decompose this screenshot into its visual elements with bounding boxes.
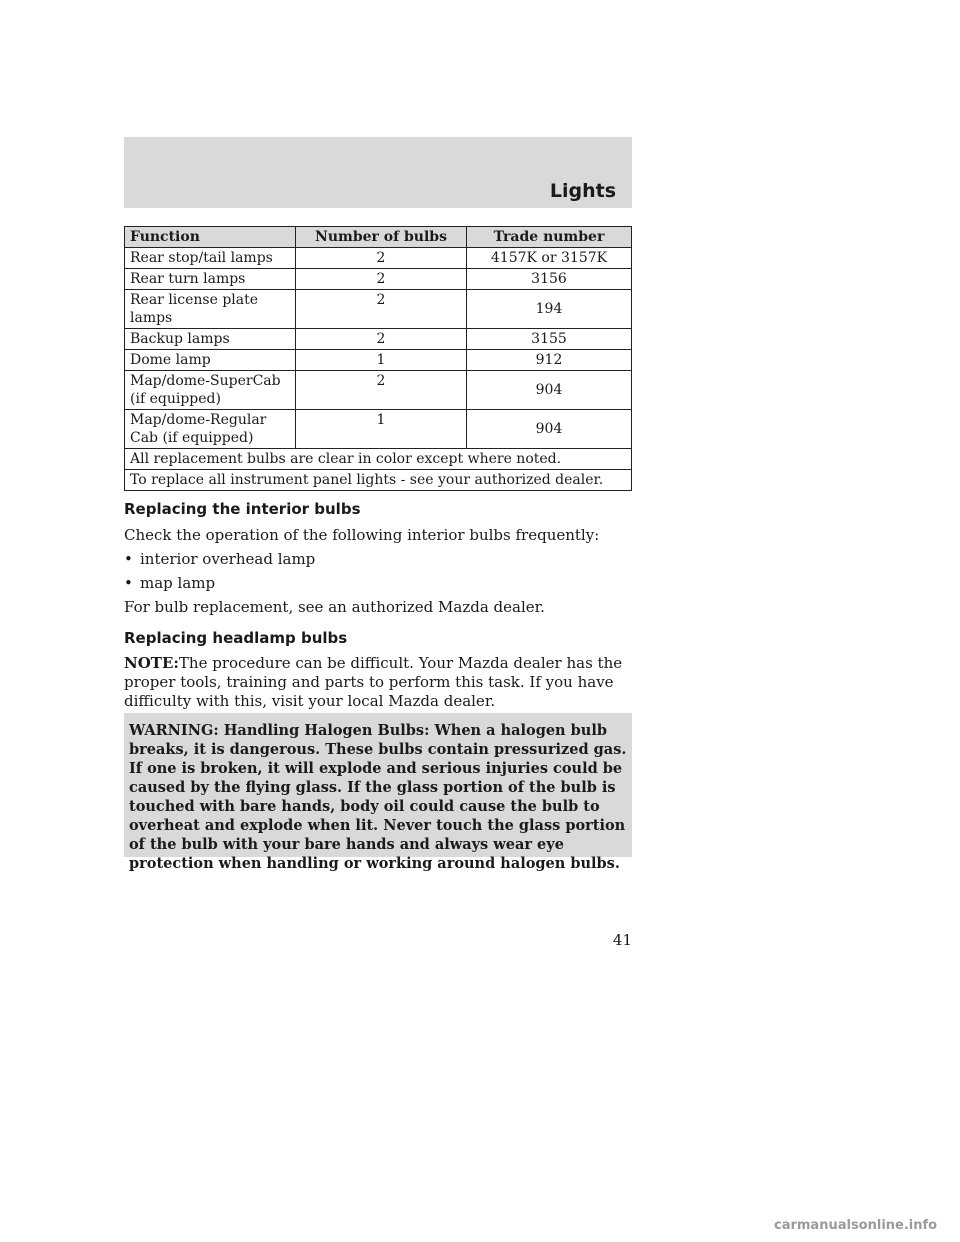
table-note-row [125,449,632,470]
warning-text: WARNING: Handling Halogen Bulbs: When a halogen bulb breaks, it is dangerous. These bulbs contain pressurized gas. If one is broken, it will explode and serious injuries could be caused by the flying glass. If the glass portion of the bulb is touched with bare hands, body oil could cause the bulb to overheat and explode when lit. Never touch the glass portion of the bulb with your bare hands and always wear eye protection when handling or working around halogen bulbs. [129,722,627,872]
column-header-number-of-bulbs: Number of bulbs [296,227,467,248]
table-row [125,329,632,350]
note-text: The procedure can be difficult. Your Mazda dealer has the proper tools, training and parts to perform this task. If you have difficulty with this, visit your local Mazda dealer. [124,654,623,710]
cell-count: 2 [296,290,467,329]
cell-function: Backup lamps [125,329,296,350]
table-header-row [125,227,632,248]
column-header-function: Function [125,227,296,248]
table-row [125,269,632,290]
table-row [125,248,632,269]
section-header [124,137,632,208]
cell-trade: 912 [467,350,632,371]
cell-trade: 194 [467,290,632,329]
cell-count: 1 [296,410,467,449]
cell-function: Rear license plate lamps [125,290,296,329]
section-title: Lights [549,180,616,202]
cell-trade: 3155 [467,329,632,350]
interior-footer: For bulb replacement, see an authorized Mazda dealer. [124,598,545,616]
cell-function: Dome lamp [125,350,296,371]
headlamp-note [124,654,632,711]
list-item-text: map lamp [140,574,216,592]
list-item [124,574,215,593]
cell-count: 2 [296,269,467,290]
cell-count: 2 [296,248,467,269]
cell-count: 2 [296,371,467,410]
table-row [125,371,632,410]
bulb-table [124,226,632,491]
cell-count: 1 [296,350,467,371]
cell-function: Map/dome-Regular Cab (if equipped) [125,410,296,449]
interior-intro: Check the operation of the following interior bulbs frequently: [124,526,600,544]
list-item [124,550,315,569]
table-row [125,290,632,329]
cell-function: Rear turn lamps [125,269,296,290]
list-item-text: interior overhead lamp [140,550,316,568]
watermark: carmanualsonline.info [774,1218,938,1233]
table-row [125,410,632,449]
table-row [125,350,632,371]
cell-function: Map/dome-SuperCab (if equipped) [125,371,296,410]
cell-trade: 904 [467,410,632,449]
cell-trade: 4157K or 3157K [467,248,632,269]
table-note: To replace all instrument panel lights - see your authorized dealer. [125,470,632,491]
cell-function: Rear stop/tail lamps [125,248,296,269]
cell-count: 2 [296,329,467,350]
bullet-icon: • [124,574,133,592]
page-number: 41 [612,931,632,949]
warning-box [124,713,632,872]
note-label: NOTE: [124,654,179,672]
column-header-trade-number: Trade number [467,227,632,248]
interior-heading: Replacing the interior bulbs [124,500,361,518]
table-note-row [125,470,632,491]
cell-trade: 3156 [467,269,632,290]
bullet-icon: • [124,550,133,568]
table-note: All replacement bulbs are clear in color except where noted. [125,449,632,470]
headlamp-heading: Replacing headlamp bulbs [124,629,348,647]
cell-trade: 904 [467,371,632,410]
